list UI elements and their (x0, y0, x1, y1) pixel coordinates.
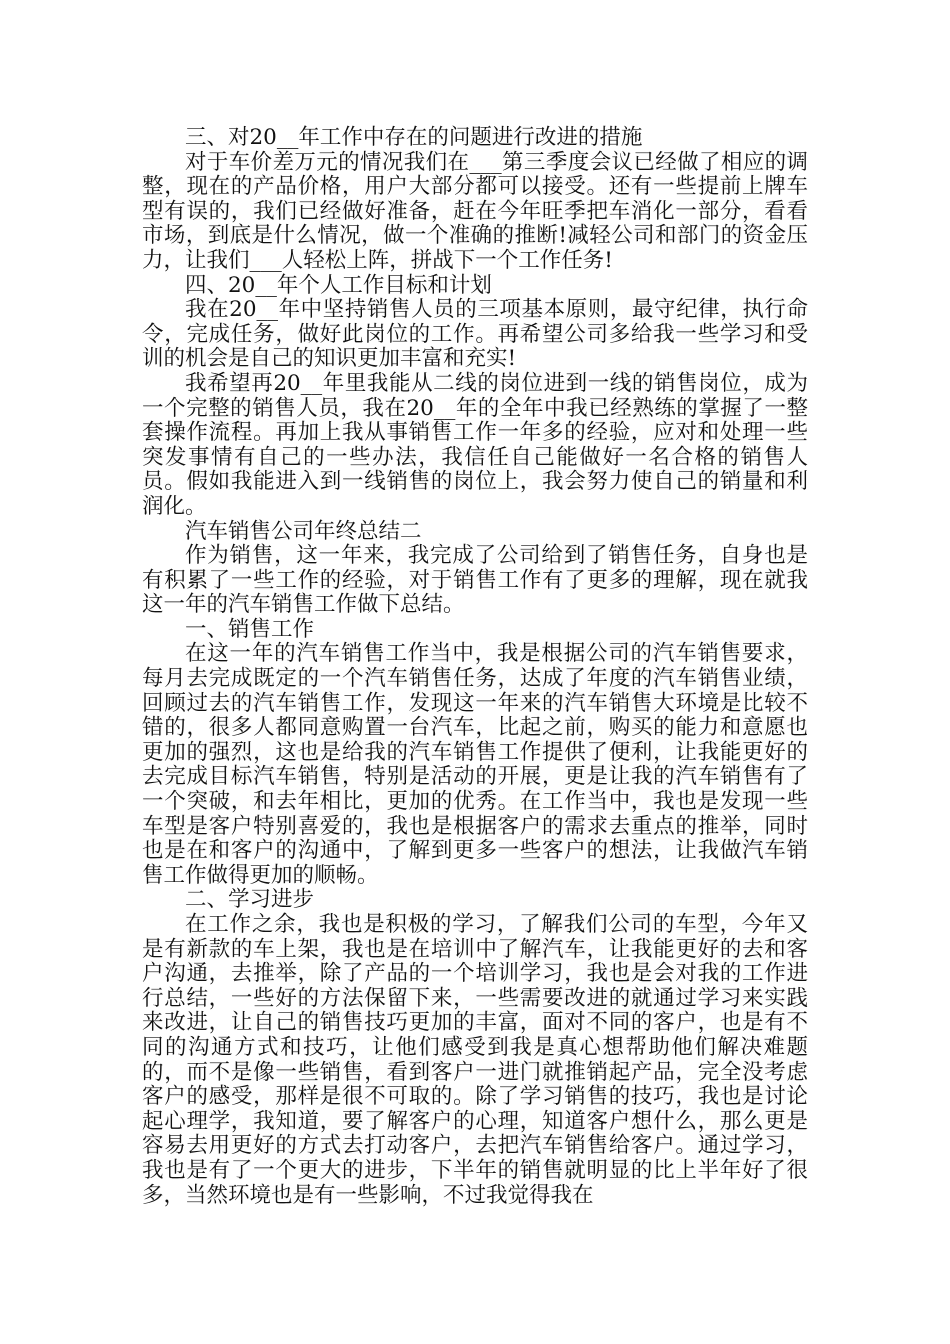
section-heading-learning-progress: 二、学习进步 (185, 887, 315, 913)
document-subtitle-summary-two: 汽车销售公司年终总结二 (185, 518, 422, 544)
body-paragraph-principles: 我在20__年中坚持销售人员的三项基本原则，最守纪律，执行命令，完成任务，做好此岗位的工作。再希望公司多给我一些学习和受训的机会是自己的知识更加丰富和充实! (142, 297, 808, 372)
section-heading-improvement-measures: 三、对20__年工作中存在的问题进行改进的措施 (185, 125, 643, 150)
body-paragraph-price-adjustment: 对于车价差万元的情况我们在___第三季度会议已经做了相应的调整，现在的产品价格，用户大部分都可以接受。还有一些提前上牌车型有误的，我们已经做好准备，赶在今年旺季把车消化一部分，看看市场，到底是什么情况，做一个准确的推断!减轻公司和部门的资金压力，让我们___人轻松上阵，拼战下一个工作任务! (142, 149, 808, 273)
section-heading-sales-work: 一、销售工作 (185, 616, 315, 642)
body-paragraph-learning-progress: 在工作之余，我也是积极的学习，了解我们公司的车型，今年又是有新款的车上架，我也是在培训中了解汽车，让我能更好的去和客户沟通，去推举，除了产品的一个培训学习，我也是会对我的工作进行总结，一些好的方法保留下来，一些需要改进的就通过学习来实践来改进，让自己的销售技巧更加的丰富，面对不同的客户，也是有不同的沟通方式和技巧，让他们感受到我是真心想帮助他们解决难题的，而不是像一些销售，看到客户一进门就推销起产品，完全没考虑客户的感受，那样是很不可取的。除了学习销售的技巧，我也是讨论起心理学，我知道，要了解客户的心理，知道客户想什么，那么更是容易去用更好的方式去打动客户，去把汽车销售给客户。通过学习，我也是有了一个更大的进步，下半年的销售就明显的比上半年好了很多，当然环境也是有一些影响，不过我觉得我在 (142, 912, 808, 1208)
document-body (142, 126, 808, 1208)
body-paragraph-career-hope: 我希望再20__年里我能从二线的岗位进到一线的销售岗位，成为一个完整的销售人员，我在20__年的全年中我已经熟练的掌握了一整套操作流程。再加上我从事销售工作一年多的经验，应对和处理一些突发事情有自己的一些办法，我信任自己能做好一名合格的销售人员。假如我能进入到一线销售的岗位上，我会努力使自己的销量和利润化。 (142, 370, 808, 519)
section-heading-goals-and-plans: 四、20__年个人工作目标和计划 (185, 272, 492, 298)
body-paragraph-intro: 作为销售，这一年来，我完成了公司给到了销售任务，自身也是有积累了一些工作的经验，对于销售工作有了更多的理解，现在就我这一年的汽车销售工作做下总结。 (142, 543, 808, 618)
body-paragraph-sales-work: 在这一年的汽车销售工作当中，我是根据公司的汽车销售要求，每月去完成既定的一个汽车销售任务，达成了年度的汽车销售业绩，回顾过去的汽车销售工作，发现这一年来的汽车销售大环境是比较不错的，很多人都同意购置一台汽车，比起之前，购买的能力和意愿也更加的强烈，这也是给我的汽车销售工作提供了便利，让我能更好的去完成目标汽车销售，特别是活动的开展，更是让我的汽车销售有了一个突破，和去年相比，更加的优秀。在工作当中，我也是发现一些车型是客户特别喜爱的，我也是根据客户的需求去重点的推举，同时也是在和客户的沟通中，了解到更多一些客户的想法，让我做汽车销售工作做得更加的顺畅。 (142, 641, 808, 888)
